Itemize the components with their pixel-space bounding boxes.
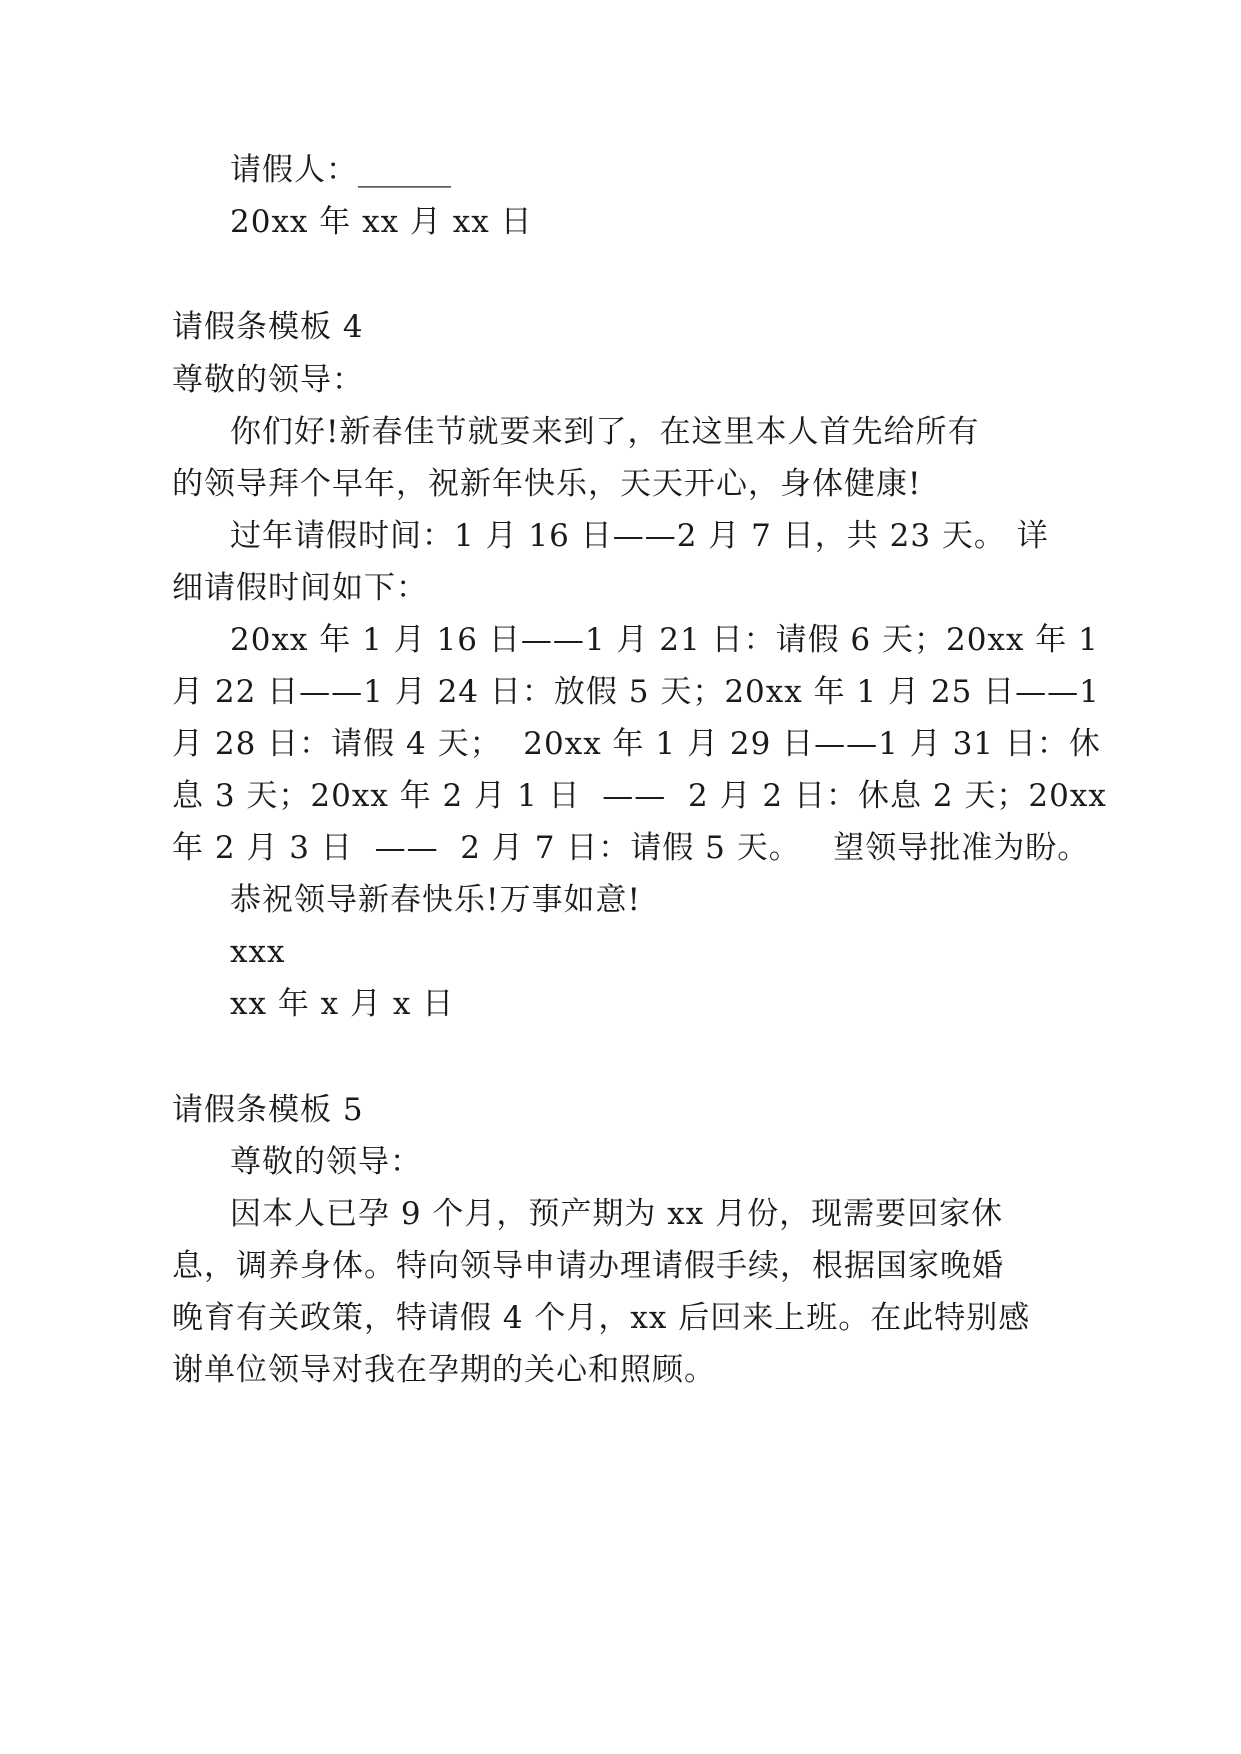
template5-paragraph-line: 因本人已孕 9 个月，预产期为 xx 月份，现需要回家休: [230, 1196, 1004, 1232]
template4-date: xx 年 x 月 x 日: [230, 986, 455, 1022]
template4-paragraph-line: 20xx 年 1 月 16 日——1 月 21 日：请假 6 天；20xx 年 1: [230, 622, 1099, 658]
template4-paragraph-line: 你们好!新春佳节就要来到了，在这里本人首先给所有: [230, 414, 980, 450]
template4-closing: 恭祝领导新春快乐!万事如意!: [230, 882, 641, 918]
template4-heading: 请假条模板 4: [172, 309, 364, 345]
template5-salutation: 尊敬的领导：: [230, 1144, 422, 1180]
template4-paragraph-line: 细请假时间如下：: [172, 570, 428, 606]
template4-paragraph-line: 过年请假时间：1 月 16 日——2 月 7 日，共 23 天。 详: [230, 518, 1049, 554]
applicant-label: 请假人：: [230, 152, 358, 188]
template4-paragraph-line: 年 2 月 3 日 —— 2 月 7 日：请假 5 天。 望领导批准为盼。: [172, 830, 1090, 866]
template5-paragraph-line: 晚育有关政策，特请假 4 个月，xx 后回来上班。在此特别感: [172, 1300, 1031, 1336]
template5-heading: 请假条模板 5: [172, 1092, 364, 1128]
top-date: 20xx 年 xx 月 xx 日: [230, 204, 533, 240]
template4-paragraph-line: 息 3 天；20xx 年 2 月 1 日 —— 2 月 2 日：休息 2 天；20xx: [172, 778, 1107, 814]
template4-paragraph-line: 月 28 日：请假 4 天； 20xx 年 1 月 29 日——1 月 31 日：休: [172, 726, 1101, 762]
applicant-blank: ______: [358, 152, 451, 188]
template4-salutation: 尊敬的领导：: [172, 362, 364, 398]
template4-paragraph-line: 月 22 日——1 月 24 日：放假 5 天；20xx 年 1 月 25 日——1: [172, 674, 1100, 710]
template4-signer: xxx: [230, 934, 286, 970]
template5-paragraph-line: 谢单位领导对我在孕期的关心和照顾。: [172, 1352, 716, 1388]
template5-paragraph-line: 息，调养身体。特向领导申请办理请假手续，根据国家晚婚: [172, 1248, 1004, 1284]
template4-paragraph-line: 的领导拜个早年，祝新年快乐，天天开心，身体健康!: [172, 466, 922, 502]
applicant-line: [230, 150, 451, 190]
